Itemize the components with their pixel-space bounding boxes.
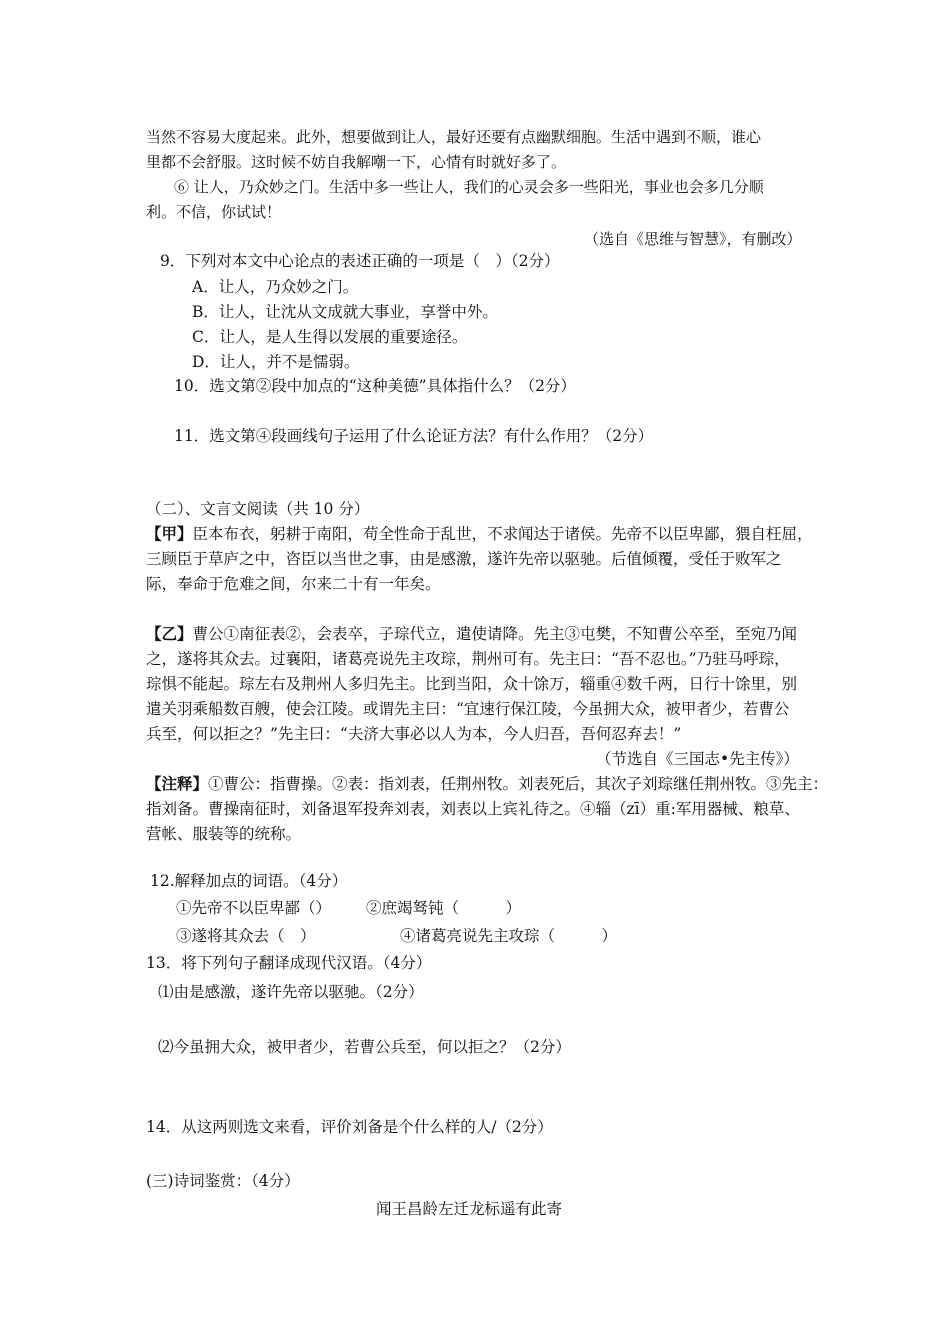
question-13: 13．将下列句子翻译成现代汉语。（4分）: [146, 954, 432, 972]
passage-jia-line: 三顾臣于草庐之中，咨臣以当世之事，由是感激，遂许先帝以驱驰。后值倾覆，受任于败军之: [146, 550, 782, 568]
notes-line: 营帐、服装等的统称。: [146, 825, 302, 843]
passage-jia-line: [146, 524, 813, 544]
passage-jia-tag: 【甲】: [146, 524, 193, 543]
passage-yi-text: 曹公①南征表②，会表卒，子琮代立，遣使请降。先主③屯樊，不知曹公卒至，至宛乃闻: [192, 625, 798, 643]
question-9: 9．下列对本文中心论点的表述正确的一项是（ ）（2分）: [160, 252, 560, 270]
q9-option-b: B．让人，让沈从文成就大事业，享誉中外。: [192, 303, 498, 321]
section-2-heading: （二）、文言文阅读（共 10 分）: [146, 500, 370, 518]
passage-yi-line: [146, 624, 797, 644]
essay-line: 利。不信，你试试！: [146, 203, 282, 221]
q12-item-4: ④诸葛亮说先主攻琮（ ）: [400, 927, 618, 945]
q9-option-c: C．让人，是人生得以发展的重要途径。: [192, 328, 468, 346]
essay-paragraph-6: ⑥ 让人，乃众妙之门。生活中多一些让人，我们的心灵会多一些阳光，事业也会多几分顺: [174, 178, 764, 196]
question-12: 12.解释加点的词语。（4分）: [150, 872, 348, 890]
passage-jia-text: 臣本布衣，躬耕于南阳，苟全性命于乱世，不求闻达于诸侯。先帝不以臣卑鄙，猥自枉屈，: [192, 525, 813, 543]
q13-sentence-2: ⑵今虽拥大众，被甲者少，若曹公兵至，何以拒之？（2分）: [158, 1038, 571, 1056]
passage-jia-line: 际，奉命于危难之间，尔来二十有一年矣。: [146, 575, 441, 593]
section-3-heading: (三)诗词鉴赏：（4分）: [146, 1172, 300, 1190]
notes-line: 指刘备。曹操南征时，刘备退军投奔刘表，刘表以上宾礼待之。④辎（zī）重:军用器械、粮草、: [146, 800, 800, 818]
essay-source: （选自《思维与智慧》，有删改）: [584, 230, 802, 248]
essay-line: 当然不容易大度起来。此外，想要做到让人，最好还要有点幽默细胞。生活中遇到不顺，谁心: [146, 128, 762, 146]
passage-yi-source: （节选自《三国志•先主传》）: [596, 750, 799, 768]
passage-yi-line: 兵至，何以拒之？”先主曰：“夫济大事必以人为本，今人归吾，吾何忍弃去！”: [146, 725, 682, 743]
essay-line: 里都不会舒服。这时候不妨自我解嘲一下，心情有时就好多了。: [146, 153, 567, 171]
passage-yi-line: 之，遂将其众去。过襄阳，诸葛亮说先主攻琮，荆州可有。先主曰：“吾不忍也。”乃驻马呼琮，: [146, 650, 790, 668]
notes-tag: 【注释】: [146, 774, 209, 793]
passage-yi-tag: 【乙】: [146, 624, 193, 643]
question-14: 14．从这两则选文来看，评价刘备是个什么样的人/（2分）: [146, 1118, 553, 1136]
notes-line: [146, 774, 828, 794]
poem-title: 闻王昌龄左迁龙标遥有此寄: [376, 1200, 563, 1218]
q12-item-3: ③遂将其众去（ ）: [176, 927, 316, 945]
question-10: 10．选文第②段中加点的“这种美德”具体指什么？（2分）: [174, 377, 576, 395]
q12-item-2: ②庶竭驽钝（ ）: [366, 899, 522, 917]
q12-item-1: ①先帝不以臣卑鄙（）: [176, 899, 332, 917]
q13-sentence-1: ⑴由是感激，遂许先帝以驱驰。（2分）: [158, 983, 424, 1001]
passage-yi-line: 遣关羽乘船数百艘，使会江陵。或谓先主曰：“宜速行保江陵，今虽拥大众，被甲者少，若曹公: [146, 700, 790, 718]
q9-option-a: A．让人，乃众妙之门。: [192, 278, 359, 296]
question-11: 11．选文第④段画线句子运用了什么论证方法？有什么作用？（2分）: [174, 427, 654, 445]
q9-option-d: D．让人，并不是懦弱。: [192, 353, 360, 371]
passage-yi-line: 琮惧不能起。琮左右及荆州人多归先主。比到当阳，众十馀万，辎重④数千两，日行十馀里，别: [146, 675, 798, 693]
notes-text: ①曹公：指曹操。②表：指刘表，任荆州牧。刘表死后，其次子刘琮继任荆州牧。③先主：: [208, 775, 829, 793]
